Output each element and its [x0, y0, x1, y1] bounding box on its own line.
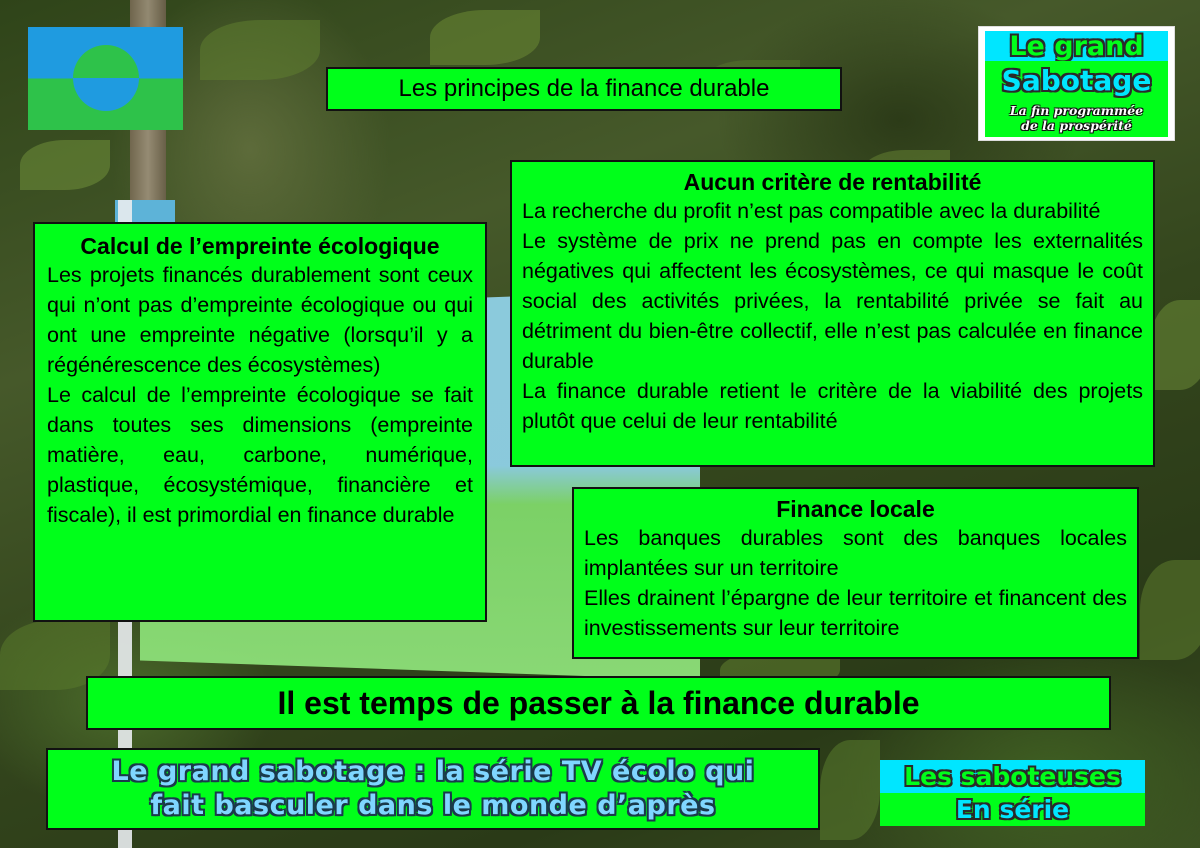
card-locale-paragraph: Elles drainent l’épargne de leur territoire et financent des investissements sur leur territoire — [584, 586, 1127, 640]
series-line2: fait basculer dans le monde d’après — [150, 790, 716, 821]
call-to-action-banner: Il est temps de passer à la finance durable — [86, 676, 1111, 730]
card-empreinte-heading: Calcul de l’empreinte écologique — [80, 233, 440, 259]
logo-line2: Sabotage — [1001, 63, 1152, 97]
series-banner — [46, 748, 820, 830]
logo — [978, 26, 1175, 141]
card-empreinte-paragraph: Le calcul de l’empreinte écologique se fait dans toutes ses dimensions (empreinte matière, eau, carbone, numérique, plastique, écosystémique, financière et fiscale), il est primordial en finance durable — [47, 383, 473, 527]
logo-band-top — [985, 31, 1168, 61]
card-empreinte-paragraph: Les projets financés durablement sont ceux qui n’ont pas d’empreinte écologique ou qui ont une empreinte négative (lorsqu’il y a régénérescence des écosystèmes) — [47, 263, 473, 377]
card-rentabilite-paragraph: La recherche du profit n’est pas compatible avec la durabilité — [522, 199, 1101, 223]
page-title: Les principes de la finance durable — [326, 67, 842, 111]
card-empreinte — [33, 222, 487, 622]
series-line1: Le grand sabotage : la série TV écolo qui — [111, 756, 755, 787]
flag-disc — [73, 45, 139, 111]
card-locale-paragraph: Les banques durables sont des banques locales implantées sur un territoire — [584, 526, 1127, 580]
logo-band-bottom — [985, 99, 1168, 137]
card-finance-locale — [572, 487, 1139, 659]
card-rentabilite-paragraph: Le système de prix ne prend pas en compte les externalités négatives qui affectent les écosystèmes, ce qui masque le coût social des activités privées, la rentabilité privée se fait au détriment du bien-être collectif, elle n’est pas calculée en finance durable — [522, 229, 1143, 373]
card-locale-heading: Finance locale — [776, 496, 935, 522]
logo-line1: Le grand — [1009, 30, 1144, 62]
logo-tagline1: La fin programmée — [1009, 103, 1144, 118]
saboteuses-line2: En série — [955, 795, 1070, 824]
saboteuses-badge — [880, 760, 1145, 826]
logo-band-middle — [985, 61, 1168, 99]
saboteuses-band-bottom — [880, 793, 1145, 826]
logo-tagline2: de la prospérité — [1021, 118, 1132, 133]
card-rentabilite-heading: Aucun critère de rentabilité — [683, 169, 982, 195]
card-rentabilite-paragraph: La finance durable retient le critère de la viabilité des projets plutôt que celui de leur rentabilité — [522, 379, 1143, 433]
saboteuses-band-top — [880, 760, 1145, 793]
saboteuses-line1: Les saboteuses — [904, 762, 1121, 791]
card-rentabilite — [510, 160, 1155, 467]
flag-icon — [28, 27, 183, 130]
